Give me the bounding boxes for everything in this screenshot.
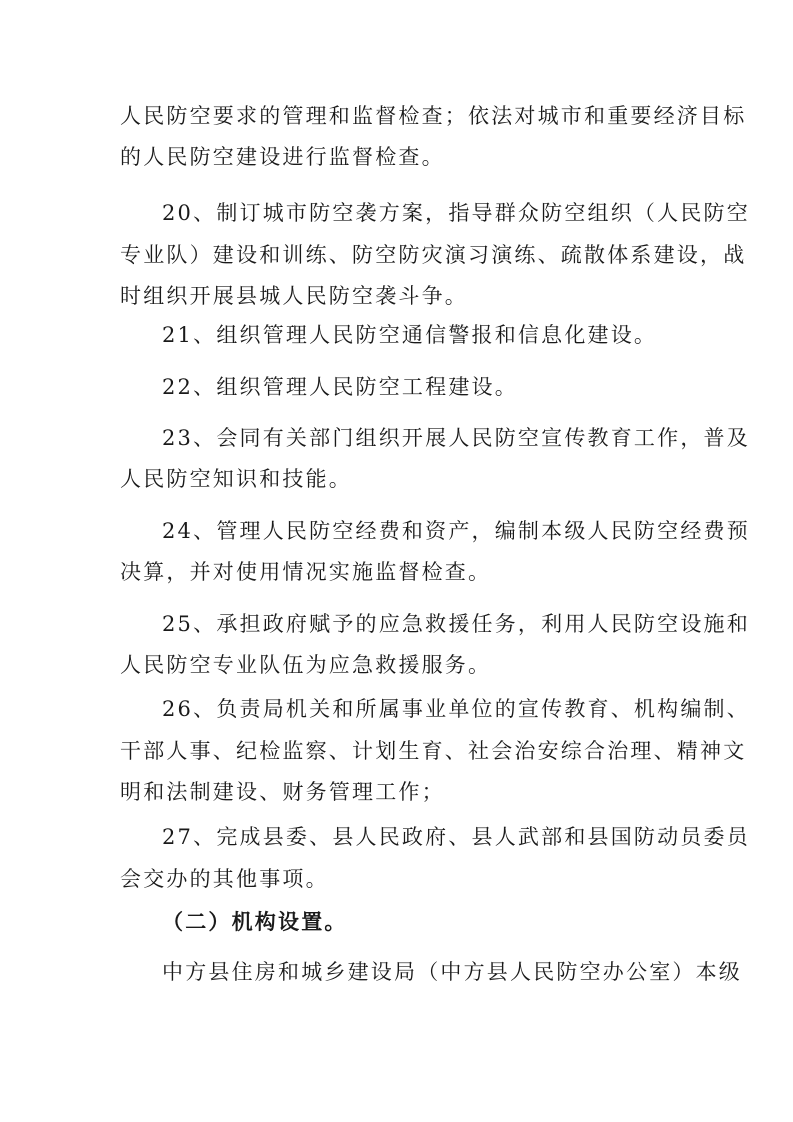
text-line: 人民防空要求的管理和监督检查；依法对城市和重要经济目标 bbox=[120, 104, 747, 128]
text-line: 会交办的其他事项。 bbox=[120, 867, 329, 891]
paragraph-27-line: 27、完成县委、县人民政府、县人武部和县国防动员委员 bbox=[162, 825, 750, 849]
paragraph-line: 中方县住房和城乡建设局（中方县人民防空办公室）本级 bbox=[162, 960, 742, 984]
text-line: 人民防空专业队伍为应急救援服务。 bbox=[120, 653, 492, 677]
paragraph-20-line: 20、制订城市防空袭方案，指导群众防空组织（人民防空 bbox=[162, 201, 750, 225]
text-line: 人民防空知识和技能。 bbox=[120, 467, 352, 491]
paragraph-25-line: 25、承担政府赋予的应急救援任务，利用人民防空设施和 bbox=[162, 612, 750, 636]
paragraph-22-line: 22、组织管理人民防空工程建设。 bbox=[162, 375, 518, 399]
section-heading: （二）机构设置。 bbox=[162, 909, 348, 934]
paragraph-23-line: 23、会同有关部门组织开展人民防空宣传教育工作，普及 bbox=[162, 426, 750, 450]
text-line: 的人民防空建设进行监督检查。 bbox=[120, 145, 445, 169]
paragraph-26-line: 26、负责局机关和所属事业单位的宣传教育、机构编制、 bbox=[162, 697, 750, 721]
text-line: 决算，并对使用情况实施监督检查。 bbox=[120, 560, 492, 584]
text-line: 时组织开展县城人民防空袭斗争。 bbox=[120, 284, 468, 308]
paragraph-24-line: 24、管理人民防空经费和资产，编制本级人民防空经费预 bbox=[162, 519, 750, 543]
paragraph-21-line: 21、组织管理人民防空通信警报和信息化建设。 bbox=[162, 323, 658, 347]
text-line: 干部人事、纪检监察、计划生育、社会治安综合治理、精神文 bbox=[120, 739, 747, 763]
text-line: 专业队）建设和训练、防空防灾演习演练、疏散体系建设，战 bbox=[120, 243, 747, 267]
text-line: 明和法制建设、财务管理工作； bbox=[120, 780, 445, 804]
